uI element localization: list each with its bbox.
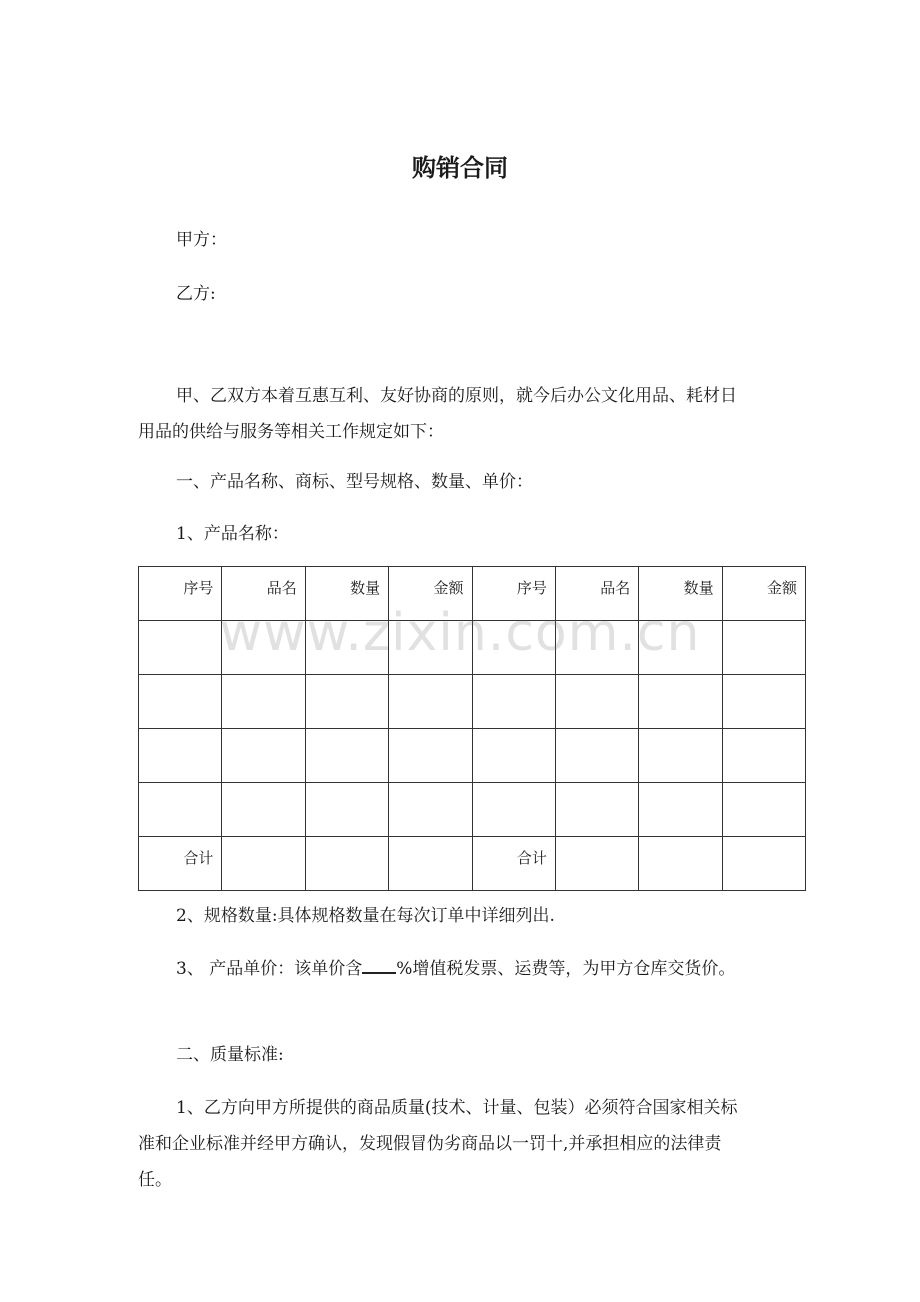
table-cell — [389, 783, 472, 837]
intro-line-2: 用品的供给与服务等相关工作规定如下： — [138, 422, 444, 442]
table-cell — [555, 675, 638, 729]
party-b-label: 乙方: — [176, 284, 216, 304]
total-label-cell: 合计 — [139, 837, 222, 891]
item-3-prefix: 3、 产品单价：该单价含 — [176, 959, 363, 979]
quality-line-1: 1、乙方向甲方所提供的商品质量(技术、计量、包装）必须符合国家相关标 — [176, 1098, 738, 1118]
table-cell — [639, 675, 722, 729]
table-cell — [139, 783, 222, 837]
item-3-suffix: %增值税发票、运费等，为甲方仓库交货价。 — [396, 959, 736, 979]
total-label-cell: 合计 — [472, 837, 555, 891]
table-row — [139, 783, 806, 837]
table-row — [139, 729, 806, 783]
item-1-label: 1、产品名称： — [176, 524, 289, 544]
table-cell — [389, 675, 472, 729]
intro-line-1: 甲、乙双方本着互惠互利、友好协商的原则，就今后办公文化用品、耗材日 — [176, 386, 737, 406]
table-cell — [472, 729, 555, 783]
party-a-label: 甲方： — [176, 230, 227, 250]
table-cell — [305, 729, 388, 783]
header-cell: 数量 — [305, 567, 388, 621]
table-cell — [222, 675, 305, 729]
table-cell — [222, 783, 305, 837]
table-cell — [222, 621, 305, 675]
table-cell — [305, 675, 388, 729]
item-2-text: 2、规格数量:具体规格数量在每次订单中详细列出. — [176, 906, 555, 926]
table-cell — [639, 729, 722, 783]
table-cell — [472, 783, 555, 837]
table-total-row — [139, 837, 806, 891]
table-cell — [389, 621, 472, 675]
header-cell: 品名 — [222, 567, 305, 621]
header-cell: 金额 — [389, 567, 472, 621]
table-cell — [722, 729, 805, 783]
table-cell — [389, 837, 472, 891]
percentage-blank — [362, 954, 396, 974]
table-row — [139, 675, 806, 729]
table-cell — [722, 783, 805, 837]
header-cell: 金额 — [722, 567, 805, 621]
table-header-row — [139, 567, 806, 621]
table-cell — [639, 621, 722, 675]
header-cell: 数量 — [639, 567, 722, 621]
header-cell: 序号 — [139, 567, 222, 621]
quality-line-3: 任。 — [138, 1170, 172, 1190]
table-cell — [555, 621, 638, 675]
header-cell: 品名 — [555, 567, 638, 621]
section-1-heading: 一、产品名称、商标、型号规格、数量、单价： — [176, 472, 533, 492]
table-cell — [722, 837, 805, 891]
table-cell — [305, 621, 388, 675]
table-cell — [139, 675, 222, 729]
quality-line-2: 准和企业标准并经甲方确认，发现假冒伪劣商品以一罚十,并承担相应的法律责 — [138, 1134, 722, 1154]
item-3-text — [176, 954, 735, 983]
section-2-heading: 二、质量标准: — [176, 1045, 284, 1065]
table-cell — [222, 837, 305, 891]
table-cell — [389, 729, 472, 783]
table-cell — [722, 675, 805, 729]
table-cell — [472, 621, 555, 675]
table-cell — [305, 783, 388, 837]
document-title: 购销合同 — [412, 154, 508, 182]
table-cell — [555, 783, 638, 837]
table-cell — [555, 837, 638, 891]
table-cell — [722, 621, 805, 675]
table-cell — [472, 675, 555, 729]
table-cell — [222, 729, 305, 783]
header-cell: 序号 — [472, 567, 555, 621]
table-cell — [139, 621, 222, 675]
watermark: www.zixin.com.cn — [219, 603, 701, 663]
table-cell — [639, 837, 722, 891]
product-table — [138, 566, 806, 891]
table-cell — [555, 729, 638, 783]
table-cell — [305, 837, 388, 891]
table-cell — [639, 783, 722, 837]
table-cell — [139, 729, 222, 783]
table-row — [139, 621, 806, 675]
